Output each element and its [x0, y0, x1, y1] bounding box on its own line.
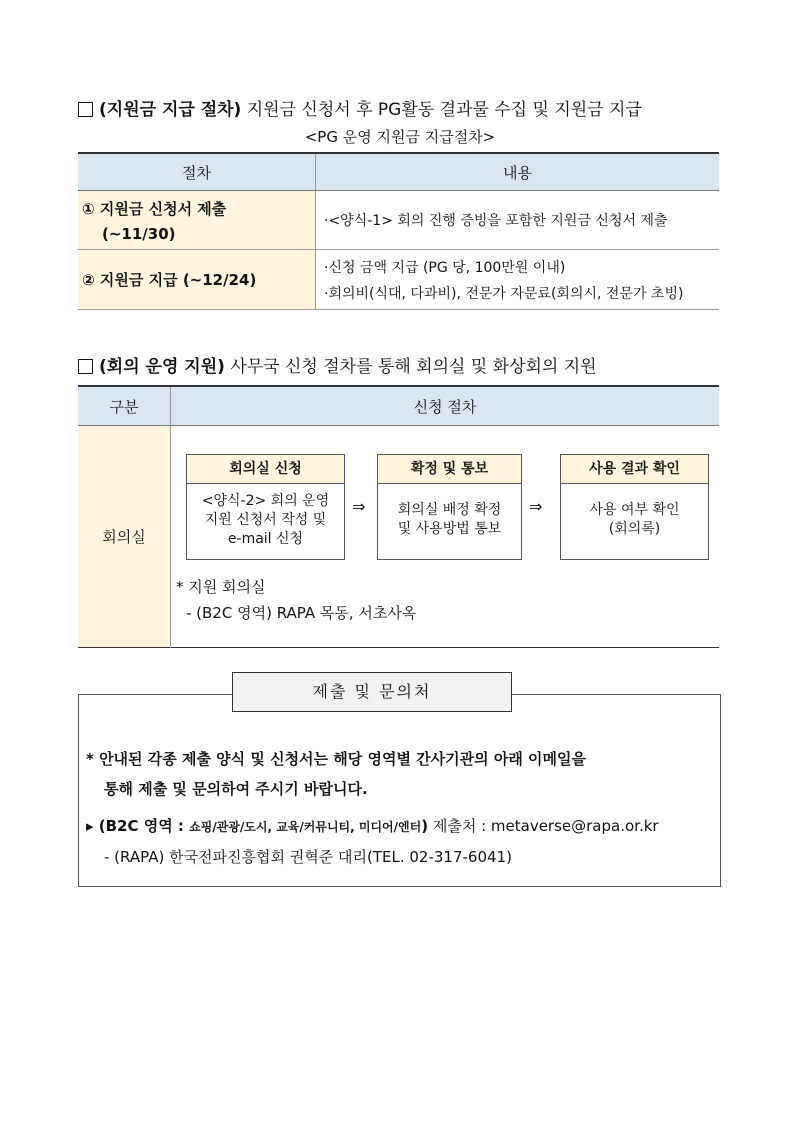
table-header-row [78, 153, 719, 191]
section1-title-bold: (지원금 지급 절차) [99, 100, 242, 120]
arrow-icon: ⇒ [529, 497, 543, 516]
section1-title-rest: 지원금 신청서 후 PG활동 결과물 수집 및 지원금 지급 [241, 100, 642, 120]
notice-line: * 안내된 각종 제출 양식 및 신청서는 해당 영역별 간사기관의 아래 이메일을 [86, 750, 586, 768]
area-label: ▸ (B2C 영역 : [86, 817, 190, 835]
header-category: 구분 [78, 386, 171, 426]
flow-line: e-mail 신청 [227, 531, 304, 547]
content-cell [316, 250, 720, 310]
step-label: ① 지원금 신청서 제출 [82, 199, 227, 218]
content-cell [316, 191, 720, 250]
email-text: 제출처 : metaverse@rapa.or.kr [428, 817, 659, 835]
header-procedure: 신청 절차 [171, 386, 720, 426]
area-detail: 쇼핑/관광/도시, 교육/커뮤니티, 미디어/엔터 [189, 820, 422, 834]
header-content: 내용 [316, 153, 720, 191]
flow-step-confirm [377, 454, 522, 560]
contact-person: - (RAPA) 한국전파진흥협회 권혁준 대리(TEL. 02-317-6041) [104, 848, 512, 866]
notice-line: 통해 제출 및 문의하여 주시기 바랍니다. [104, 780, 368, 798]
flow-step-apply [186, 454, 345, 560]
content-line: ·신청 금액 지급 (PG 당, 100만원 이내) [324, 259, 566, 276]
step-date: (~11/30) [102, 224, 176, 243]
content-line: ·회의비(식대, 다과비), 전문가 자문료(회의시, 전문가 초빙) [324, 285, 684, 302]
table-header-row [78, 386, 719, 426]
support-room-note-title: * 지원 회의실 [176, 578, 266, 596]
step-label: ② 지원금 지급 (~12/24) [82, 271, 257, 289]
section2-title-bold: (회의 운영 지원) [99, 357, 225, 377]
checkbox-square-icon [78, 359, 93, 374]
payment-procedure-table [78, 152, 719, 310]
flow-line: 및 사용방법 통보 [397, 521, 502, 537]
flow-line: 사용 여부 확인 [589, 502, 680, 518]
flow-step-title: 회의실 신청 [187, 455, 344, 484]
flow-step-body [561, 484, 708, 539]
checkbox-square-icon [78, 102, 93, 117]
step-cell [78, 250, 316, 310]
table-caption: <PG 운영 지원금 지급절차> [304, 128, 496, 146]
flow-line: <양식-2> 회의 운영 [201, 493, 330, 509]
flow-line: 회의실 배정 확정 [397, 502, 502, 518]
row-label: 회의실 [78, 426, 171, 648]
step-cell [78, 191, 316, 250]
flow-step-result [560, 454, 709, 560]
section2-title [78, 352, 597, 377]
header-step: 절차 [78, 153, 316, 191]
flow-step-body [378, 484, 521, 539]
content-line: ·<양식-1> 회의 진행 증빙을 포함한 지원금 신청서 제출 [324, 213, 668, 229]
flow-line: (회의록) [608, 521, 661, 537]
flow-step-title: 사용 결과 확인 [561, 455, 708, 484]
section1-title [78, 95, 642, 120]
flow-step-title: 확정 및 통보 [378, 455, 521, 484]
contact-title: 제출 및 문의처 [232, 672, 512, 712]
flow-step-body [187, 484, 344, 549]
table-row [78, 250, 719, 310]
area-close: ) [421, 817, 429, 835]
section2-title-rest: 사무국 신청 절차를 통해 회의실 및 화상회의 지원 [224, 357, 597, 377]
flow-line: 지원 신청서 작성 및 [204, 512, 327, 528]
table-row [78, 191, 719, 250]
arrow-icon: ⇒ [352, 497, 366, 516]
support-room-note-item: - (B2C 영역) RAPA 목동, 서초사옥 [186, 604, 417, 622]
area-line [86, 815, 659, 836]
